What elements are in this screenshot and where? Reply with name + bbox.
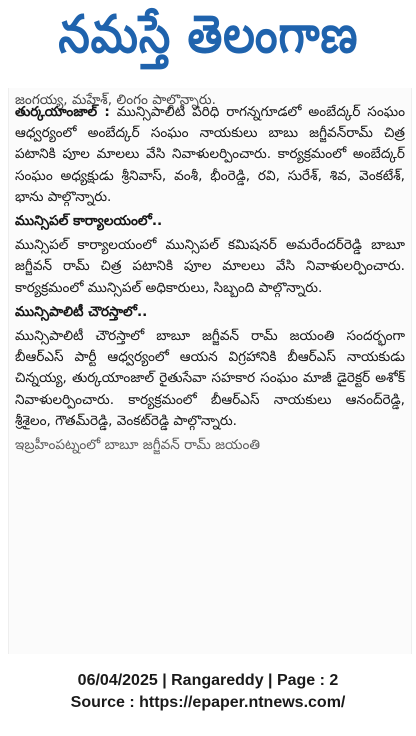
masthead-title: నమస్తే తెలంగాణ	[58, 4, 358, 65]
cut-top-line: జంగయ్య, మహేశ్, లింగం పాల్గొన్నారు.	[15, 92, 216, 108]
cut-bottom-line: ఇబ్రహీంపట్నంలో బాబూ జగ్జీవన్ రామ్ జయంతి	[15, 437, 261, 454]
subheading-municipality-square: మున్సిపాలిటీ చౌరస్తాలో..	[15, 303, 148, 320]
paragraph-3: మున్సిపాలిటీ చౌరస్తాలో బాబూ జగ్జీవన్ రామ్ జయంతి సందర్భంగా బీఆర్‌ఎస్ పార్టీ ఆధ్వర్యంలో ఆయన విగ్రహానికి బీఆర్‌ఎస్ నాయకుడు చిన్నయ్య, తుర్కయాంజాల్ రైతుసేవా సహకార సంఘం మాజీ డైరెక్టర్ అశోక్ నివాళులర్పించారు. కార్యక్రమంలో బీఆర్‌ఎస్ నాయకులు ఆనంద్‌రెడ్డి, శ్రీశైలం, గౌతమ్‌రెడ్డి, వెంకట్‌రెడ్డి పాల్గొన్నారు.	[15, 328, 405, 429]
paragraph-1-heading: తుర్కయాంజాల్ :	[15, 104, 110, 120]
article-body	[9, 90, 411, 454]
paragraph-2: మున్సిపల్ కార్యాలయంలో మున్సిపల్ కమిషనర్ అమరేందర్‌రెడ్డి బాబూ జగ్జీవన్ రామ్ చిత్ర పటానికి పూల మాలలు వేసి నివాళులర్పించారు. కార్యక్రమంలో మున్సిపల్ అధికారులు, సిబ్బంది పాల్గొన్నారు.	[15, 237, 405, 296]
subheading-municipal-office: మున్సిపల్ కార్యాలయంలో..	[15, 213, 163, 230]
masthead-logo	[0, 0, 416, 82]
footer-source-link: Source : https://epaper.ntnews.com/	[70, 694, 346, 711]
news-clipping	[8, 88, 412, 654]
source-footer	[0, 670, 416, 714]
footer-date-edition: 06/04/2025 | Rangareddy | Page : 2	[77, 672, 339, 689]
paragraph-1-body: మున్సిపాలిటీ పరిధి రాగన్నగూడలో అంబేద్కర్ సంఘం ఆధ్వర్యంలో అంబేద్కర్ సంఘం నాయకులు బాబు జగ్జీవన్‌రామ్ చిత్ర పటానికి పూల మాలలు వేసి నివాళులర్పించారు. కార్యక్రమంలో అంబేద్కర్ సంఘం అధ్యక్షుడు శ్రీనివాస్, వంశీ, భీంరెడ్డి, రవి, సురేశ్, శివ, వెంకటేశ్, భాను పాల్గొన్నారు.	[15, 104, 406, 205]
paragraph-1	[15, 102, 405, 208]
